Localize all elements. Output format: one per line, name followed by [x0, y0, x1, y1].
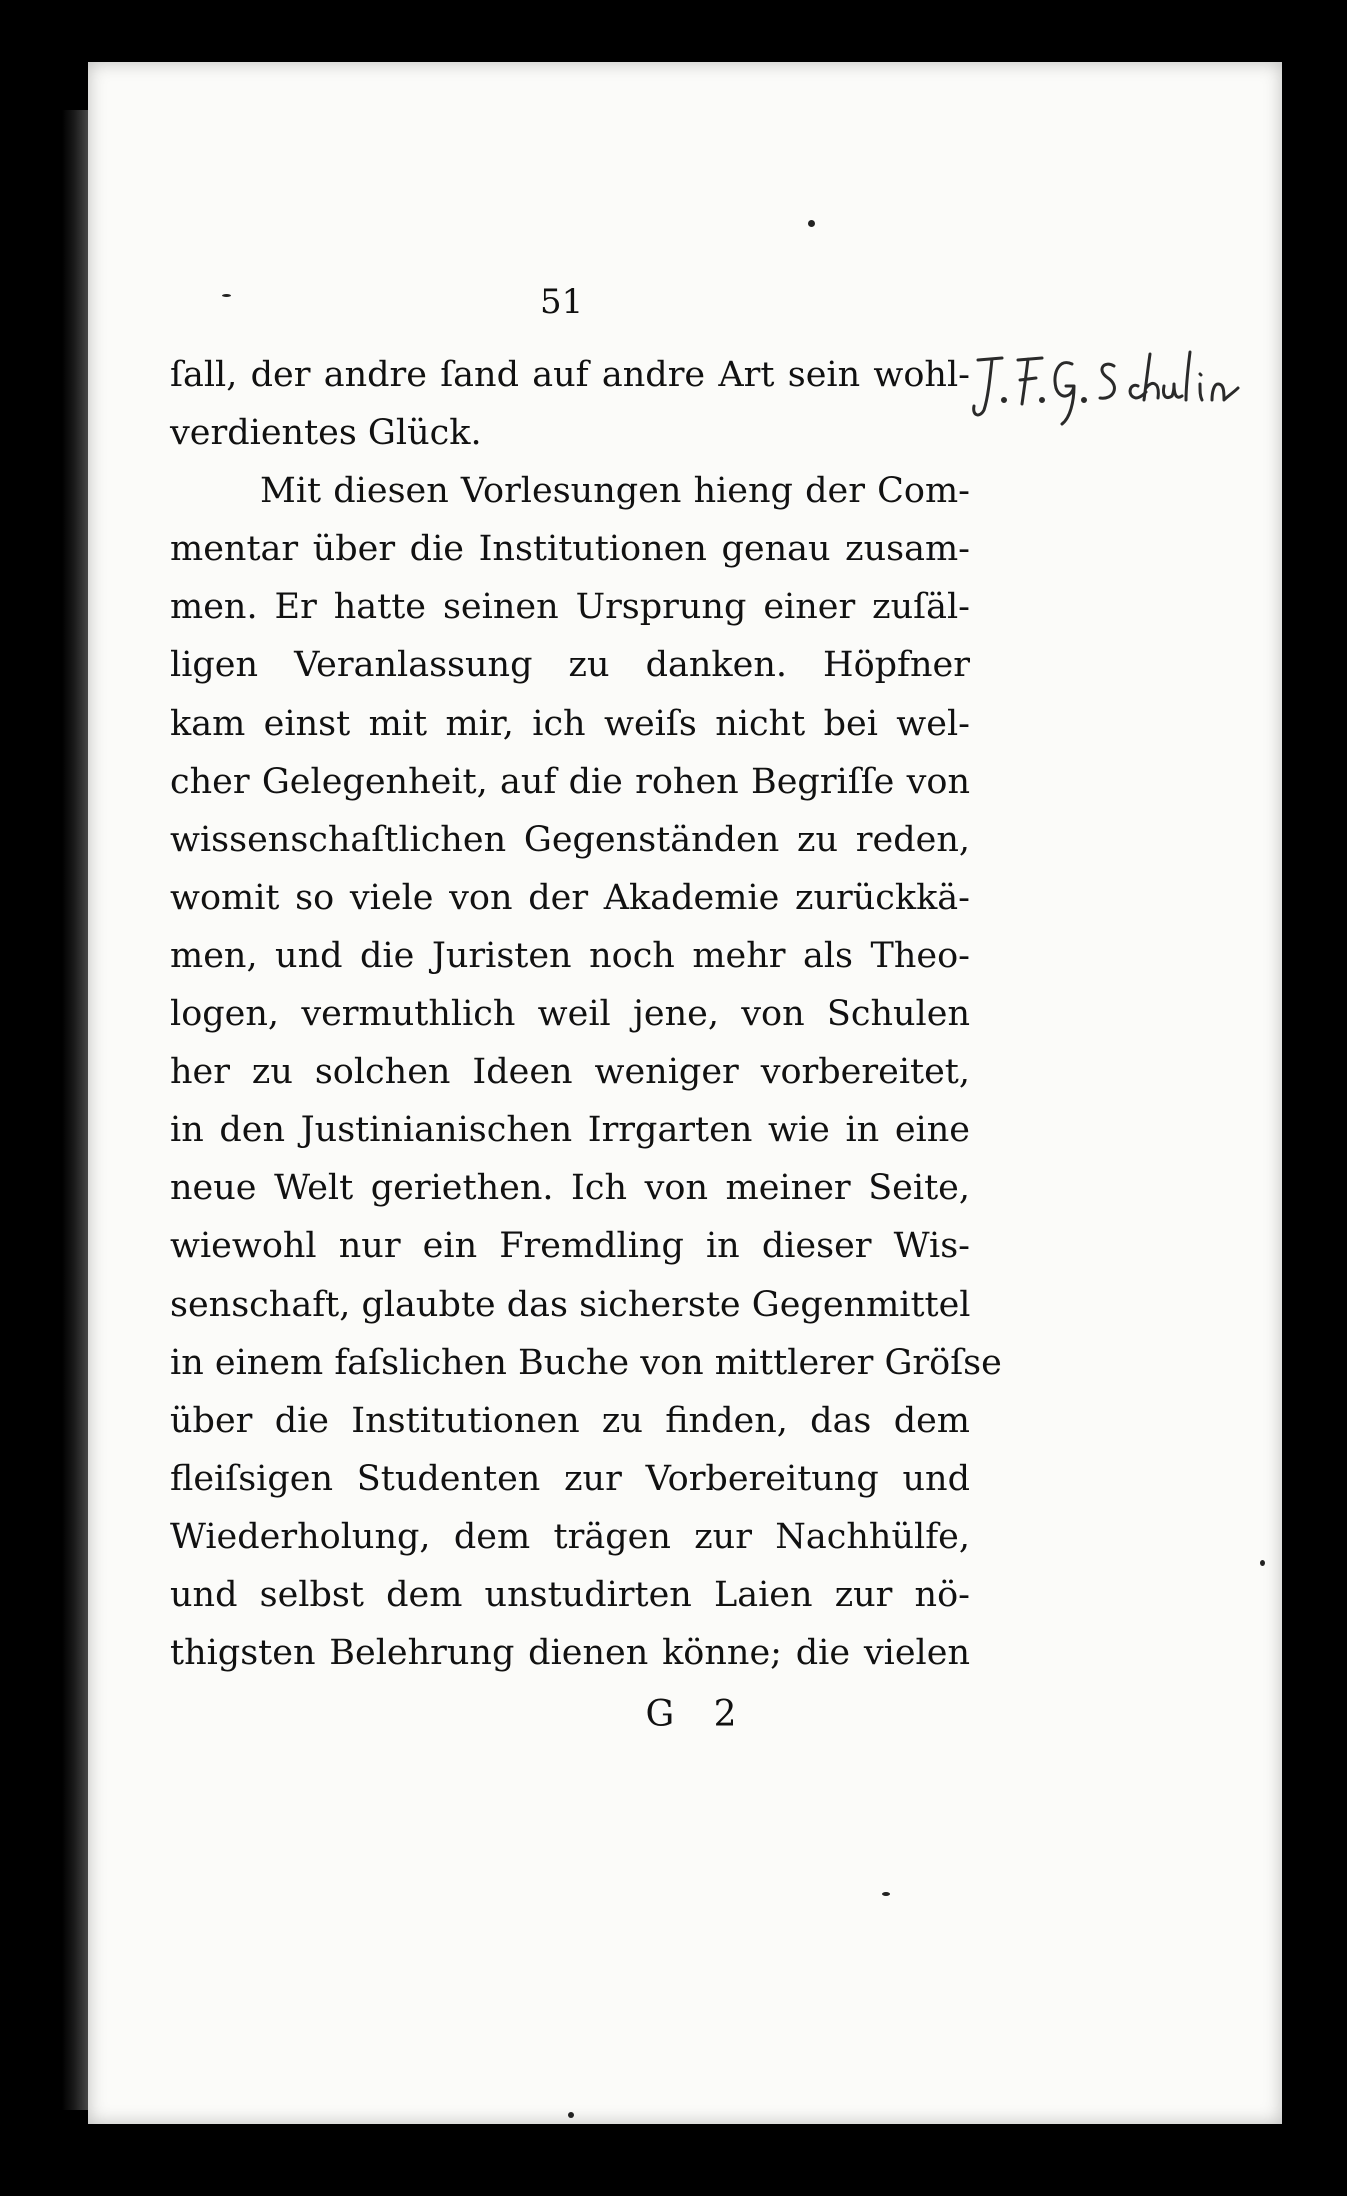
- text-line: Wiederholung, dem trägen zur Nachhülfe,: [170, 1516, 970, 1557]
- signature-mark: G 2: [645, 1694, 751, 1735]
- text-line: men, und die Juristen noch mehr als Theo-: [170, 935, 970, 976]
- text-line: her zu solchen Ideen weniger vorbereitet,: [170, 1052, 970, 1093]
- text-line: senschaft, glaubte das sicherste Gegenmittel: [170, 1284, 971, 1325]
- text-line: und selbst dem unstudirten Laien zur nö-: [170, 1574, 970, 1615]
- text-line: verdientes Glück.: [170, 413, 482, 454]
- ink-speck: [882, 1892, 890, 1896]
- text-line: in einem faſslichen Buche von mittlerer Gröſse: [170, 1342, 1002, 1383]
- ink-speck: [568, 2112, 574, 2118]
- ink-speck: [808, 220, 815, 227]
- handwritten-signature-graphic: [968, 338, 1288, 448]
- page-number: 51: [540, 282, 584, 322]
- text-line: wissenschaſtlichen Gegenständen zu reden,: [170, 819, 970, 860]
- handwritten-signature: [968, 338, 1288, 448]
- text-line: Mit diesen Vorlesungen hieng der Com-: [260, 471, 970, 512]
- text-line: cher Gelegenheit, auf die rohen Begriſſe von: [170, 761, 970, 802]
- text-line: über die Institutionen zu finden, das dem: [170, 1400, 970, 1441]
- text-line: mentar über die Institutionen genau zusam-: [170, 529, 970, 570]
- text-line: neue Welt geriethen. Ich von meiner Seite,: [170, 1168, 970, 1209]
- text-line: ligen Veranlassung zu danken. Höpfner: [170, 645, 970, 686]
- text-line: in den Justinianischen Irrgarten wie in eine: [170, 1110, 970, 1151]
- text-line: thigsten Belehrung dienen könne; die vielen: [170, 1633, 970, 1674]
- text-line: logen, vermuthlich weil jene, von Schulen: [170, 994, 970, 1035]
- text-line: ſall, der andre ſand auf andre Art sein wohl-: [170, 355, 970, 395]
- text-line: fleiſsigen Studenten zur Vorbereitung und: [170, 1458, 970, 1499]
- text-line: men. Er hatte seinen Ursprung einer zuſäl-: [170, 587, 970, 628]
- text-line: wiewohl nur ein Fremdling in dieser Wis-: [170, 1226, 970, 1267]
- ink-speck: [1260, 1560, 1265, 1566]
- ink-speck: [222, 294, 231, 297]
- text-line: womit so viele von der Akademie zurückkä-: [170, 877, 970, 918]
- body-text: [170, 346, 1002, 1682]
- text-line: kam einst mit mir, ich weiſs nicht bei wel-: [170, 703, 970, 744]
